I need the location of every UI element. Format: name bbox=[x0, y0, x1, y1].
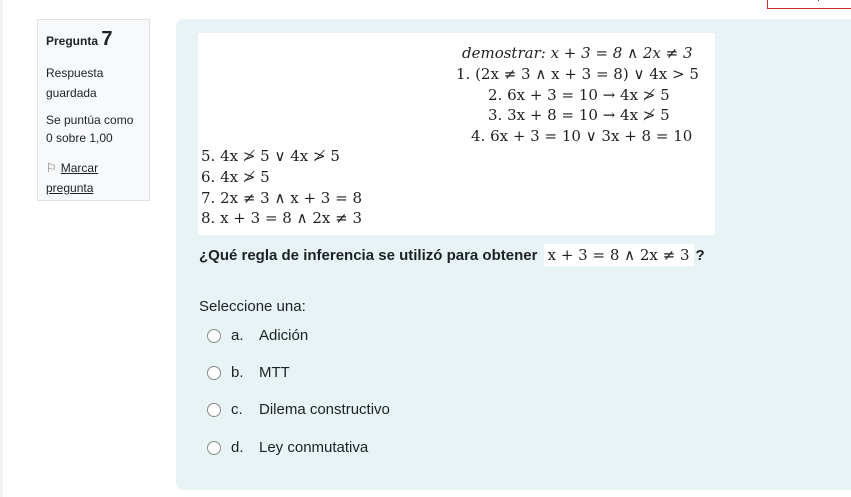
radio-button[interactable] bbox=[207, 329, 221, 343]
flag-question-link[interactable]: Marcar pregunta bbox=[46, 161, 99, 195]
question-number: Pregunta 7 bbox=[46, 28, 113, 50]
answer-option-b[interactable]: b. MTT bbox=[207, 364, 290, 381]
flag-icon: ⚐ bbox=[46, 161, 57, 175]
question-state: Respuesta guardada bbox=[46, 66, 104, 100]
proof-line: 1. (2x ≠ 3 ∧ x + 3 = 8) ∨ 4x > 5 bbox=[456, 65, 699, 83]
question-math: x + 3 = 8 ∧ 2x ≠ 3 bbox=[544, 244, 694, 266]
proof-line: 2. 6x + 3 = 10 → 4x ≯ 5 bbox=[488, 86, 670, 104]
proof-line: 6. 4x ≯ 5 bbox=[201, 168, 270, 186]
radio-button[interactable] bbox=[207, 403, 221, 417]
question-text: ¿Qué regla de inferencia se utilizó para obtener x + 3 = 8 ∧ 2x ≠ 3 ? bbox=[199, 246, 705, 264]
radio-button[interactable] bbox=[207, 366, 221, 380]
proof-line: 8. x + 3 = 8 ∧ 2x ≠ 3 bbox=[201, 209, 363, 227]
answer-option-d[interactable]: d. Ley conmutativa bbox=[207, 439, 368, 456]
proof-line: 4. 6x + 3 = 10 ∨ 3x + 8 = 10 bbox=[471, 127, 693, 145]
proof-image bbox=[198, 33, 715, 235]
answer-option-a[interactable]: a. Adición bbox=[207, 327, 308, 344]
proof-line: 7. 2x ≠ 3 ∧ x + 3 = 8 bbox=[201, 189, 363, 207]
answer-option-c[interactable]: c. Dilema constructivo bbox=[207, 401, 390, 418]
select-prompt: Seleccione una: bbox=[199, 298, 306, 315]
question-content bbox=[176, 19, 851, 490]
left-edge bbox=[0, 0, 3, 497]
flag-question[interactable] bbox=[46, 158, 141, 198]
proof-line: 5. 4x ≯ 5 ∨ 4x ≯ 5 bbox=[201, 147, 340, 165]
proof-goal: demostrar: x + 3 = 8 ∧ 2x ≠ 3 bbox=[462, 44, 693, 62]
question-grade: Se puntúa como 0 sobre 1,00 bbox=[46, 113, 134, 145]
proof-line: 3. 3x + 8 = 10 → 4x ≯ 5 bbox=[488, 106, 670, 124]
question-info-panel bbox=[37, 19, 150, 201]
radio-button[interactable] bbox=[207, 441, 221, 455]
top-nav-box[interactable] bbox=[767, 0, 851, 9]
